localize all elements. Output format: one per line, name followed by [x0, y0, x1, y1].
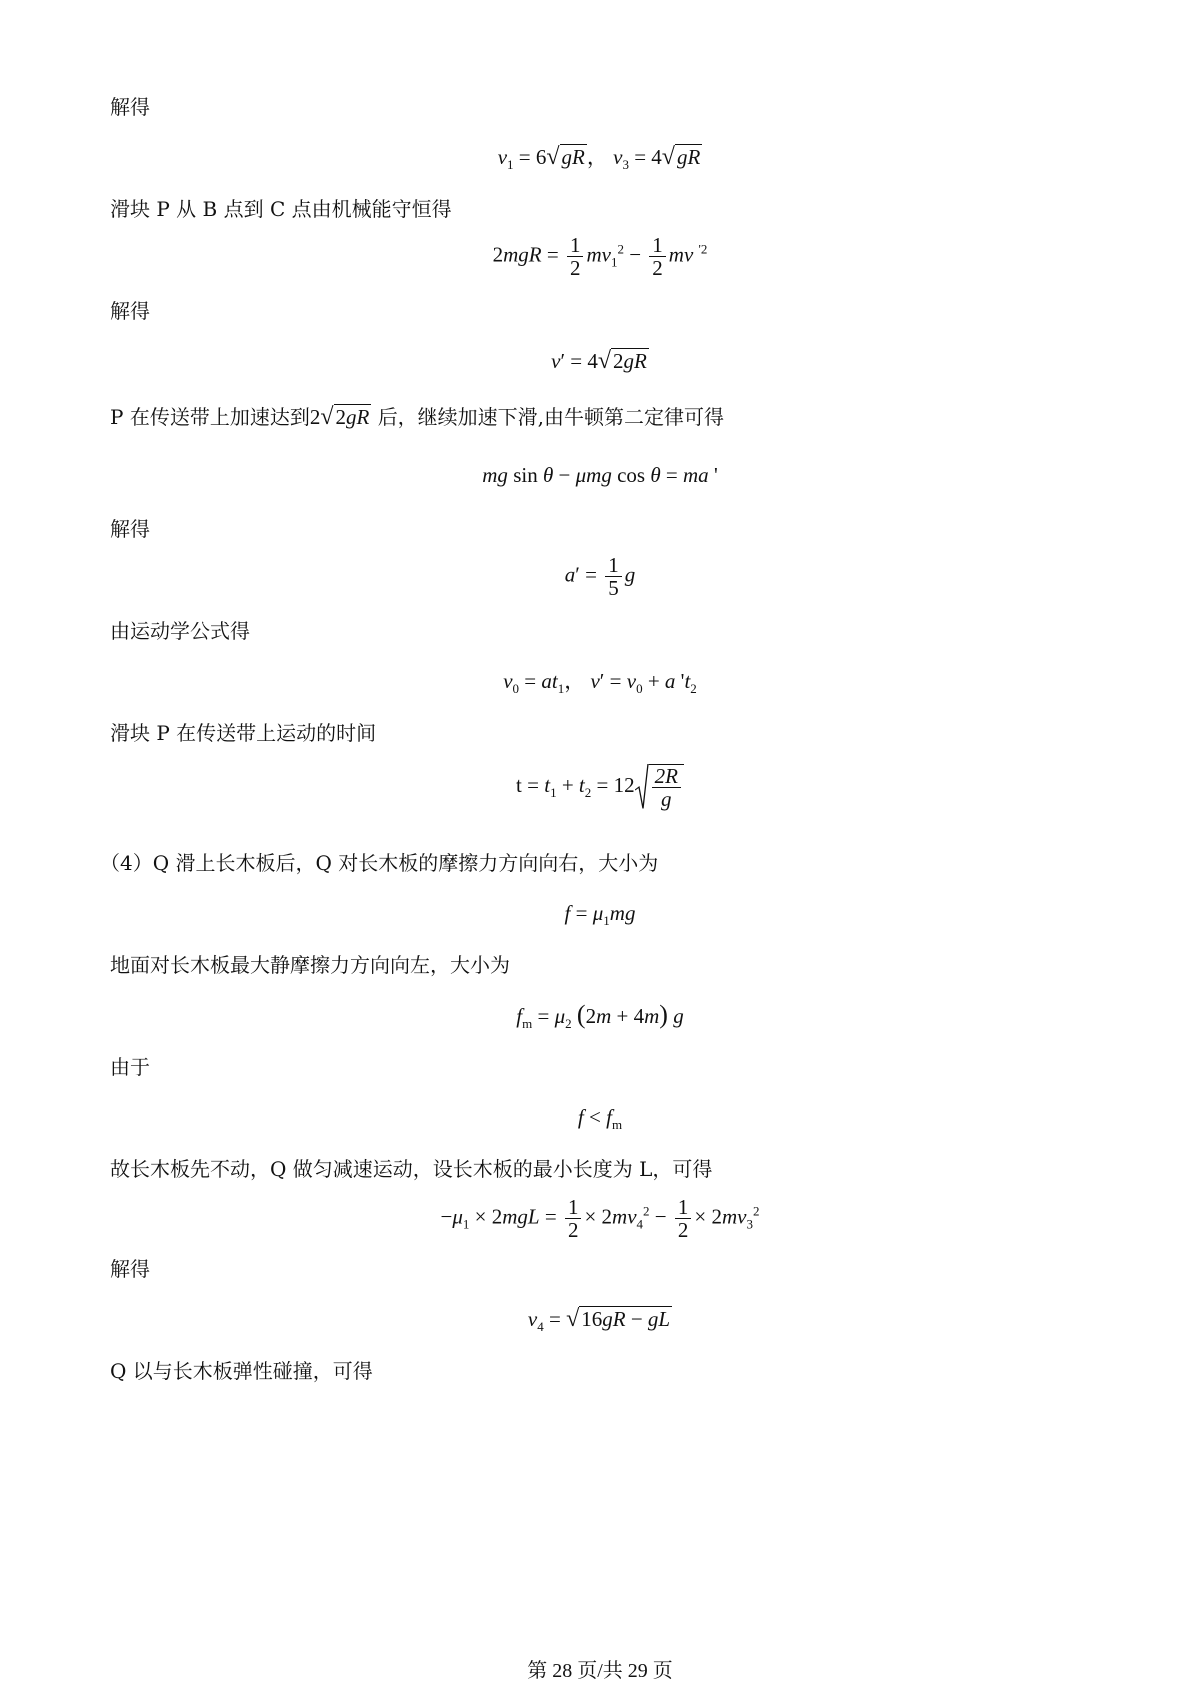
text-belt-acceleration-post: 后，继续加速下滑,由牛顿第二定律可得: [377, 405, 725, 429]
text-belt-acceleration: [110, 404, 724, 430]
text-solve-2: 解得: [110, 299, 150, 323]
equation-v-prime: v′ = 4√2gR: [551, 348, 647, 374]
equation-a-prime: a′ = $\frac{1}{5}$ g: [564, 553, 636, 600]
page-footer: 第 28 页/共 29 页: [527, 1660, 673, 1682]
equation-v4: $v_4 = √16gR$ − gL: [527, 1306, 671, 1335]
equation-f-less-fm: $f < f_m$: [577, 1105, 623, 1133]
text-solve-4: 解得: [110, 1257, 150, 1281]
equation-total-time: $t = t_1 + t_2 = 12$ $\frac{2R}{g}$: [0, 764, 1200, 810]
equation-v1-v3: $v_1 = 6√gR$， $v_3 = 4√gR$: [497, 144, 701, 173]
text-part4-intro: （4）Q 滑上长木板后，Q 对长木板的摩擦力方向向右，大小为: [100, 851, 659, 875]
equation-newton-second-law: mg sin θ − μmg cos θ = ma ': [482, 463, 718, 487]
inline-math-2sqrt2gR: 2√2gR: [309, 404, 370, 430]
equation-kinematics: $v_0 = at_1$， $v' = v_0 + a$ '$t_2$: [503, 669, 697, 697]
text-board-static: 故长木板先不动，Q 做匀减速运动，设长木板的最小长度为 L，可得: [110, 1157, 713, 1181]
text-ground-friction: 地面对长木板最大静摩擦力方向向左，大小为: [110, 953, 510, 977]
text-time-on-belt: 滑块 P 在传送带上运动的时间: [110, 721, 377, 745]
text-belt-acceleration-pre: P 在传送带上加速达到: [110, 405, 310, 429]
equation-max-static-friction: $f_m = \mu_2$ (2m + 4m) g: [516, 1000, 684, 1032]
text-kinematics: 由运动学公式得: [110, 619, 250, 643]
equation-energy: 2mgR = $\frac{1}{2}$ $mv_1^2$ − $\frac{1}{2}$ mv $^{'2}$: [492, 233, 708, 280]
text-since: 由于: [110, 1055, 150, 1079]
text-energy-conservation: 滑块 P 从 B 点到 C 点由机械能守恒得: [110, 197, 452, 221]
text-solve-3: 解得: [110, 517, 150, 541]
equation-friction-f: $f = \mu_1mg$: [564, 901, 636, 929]
text-solve-1: 解得: [110, 95, 150, 119]
text-elastic-collision: Q 以与长木板弹性碰撞，可得: [110, 1359, 373, 1383]
equation-work-energy: $-\mu_1 \times 2mgL$ = $\frac{1}{2}$ × $2mv_4^2$ − $\frac{1}{2}$ × $2mv_3^2$: [440, 1195, 760, 1242]
